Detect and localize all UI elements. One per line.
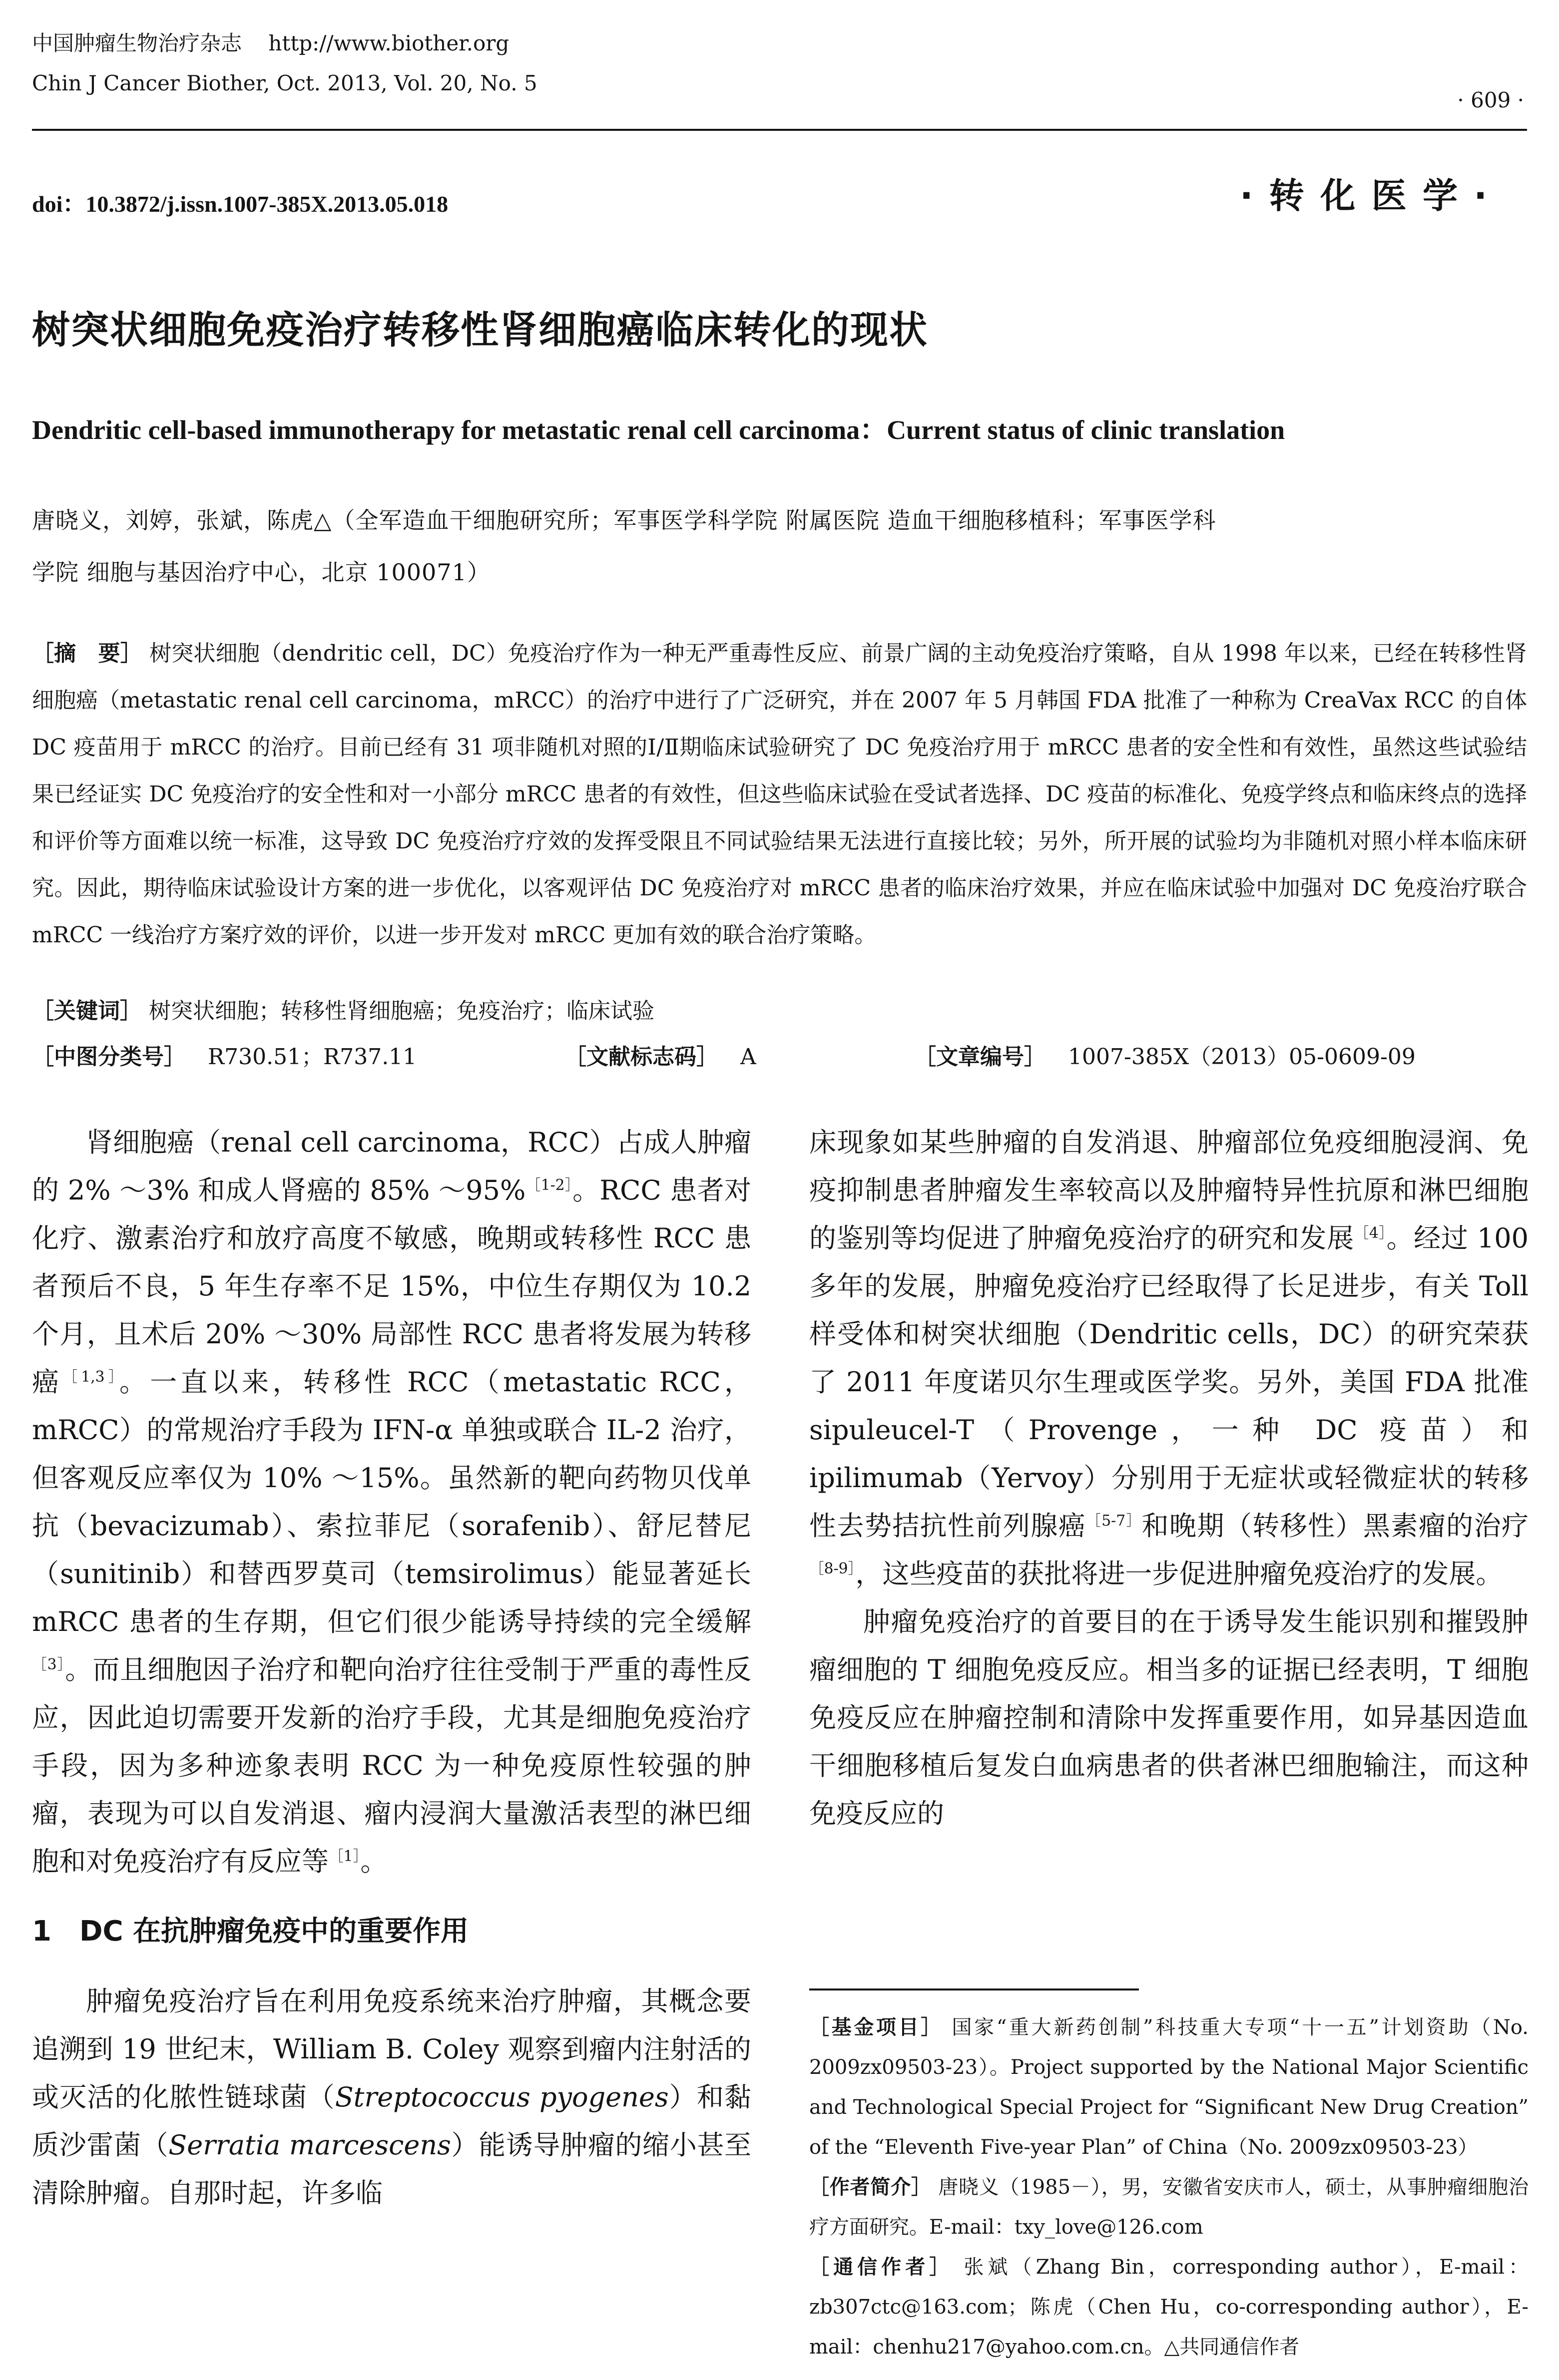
correspondence-label: ［通信作者］ (809, 2256, 954, 2279)
correspondence-text: 张斌（Zhang Bin，corresponding author），E-mail：zb307ctc@163.com；陈虎（Chen Hu，co-corresponding author），E-mail：chenhu217@yahoo.com.cn。△共同通信作者 (809, 2256, 1529, 2359)
running-header (32, 28, 537, 99)
article-number-value: 1007-385X（2013）05-0609-09 (1068, 1044, 1416, 1070)
abstract-label: ［摘 要］ (32, 641, 142, 666)
column-label: · 转 化 医 学 · (1239, 175, 1489, 216)
doc-code-value: A (740, 1044, 756, 1070)
funding-note (809, 2007, 1529, 2167)
journal-url: http://www.biother.org (268, 31, 510, 55)
doc-code-label: ［文献标志码］ (564, 1044, 718, 1070)
species-name: Streptococcus pyogenes (335, 2081, 669, 2113)
citation: ［1,3］ (62, 1368, 119, 1386)
left-column (32, 1119, 751, 2217)
citation: ［5-7］ (1086, 1512, 1142, 1530)
author-bio-label: ［作者简介］ (809, 2176, 932, 2199)
clc (32, 1039, 417, 1071)
authors-affiliation (32, 494, 1527, 598)
right-column (809, 1119, 1529, 1838)
journal-name-en: Chin J Cancer Biother, Oct. 2013, Vol. 20, No. 5 (32, 71, 537, 95)
author-bio-text: 唐晓义（1985－），男，安徽省安庆市人，硕士，从事肿瘤细胞治疗方面研究。E-mail：txy_love@126.com (809, 2176, 1529, 2239)
species-name: Serratia marcescens (168, 2129, 451, 2161)
clc-label: ［中图分类号］ (32, 1044, 186, 1070)
funding-label: ［基金项目］ (809, 2016, 944, 2039)
article-number (914, 1039, 1416, 1071)
page-number: · 609 · (1457, 88, 1524, 112)
author-bio-note (809, 2167, 1529, 2247)
title-en: Dendritic cell-based immunotherapy for metastatic renal cell carcinoma：Current status of clinic translation (32, 415, 1285, 445)
authors-line-1: 唐晓义，刘婷，张斌，陈虎△（全军造血干细胞研究所；军事医学科学院 附属医院 造血干细胞移植科；军事医学科 (32, 507, 1216, 534)
journal-name-cn: 中国肿瘤生物治疗杂志 (32, 31, 242, 55)
doc-code (564, 1039, 756, 1071)
keywords-text: 树突状细胞；转移性肾细胞癌；免疫治疗；临床试验 (149, 998, 654, 1024)
doi: doi：10.3872/j.issn.1007-385X.2013.05.018 (32, 191, 449, 217)
correspondence-note (809, 2247, 1529, 2367)
citation: ［4］ (1354, 1224, 1387, 1242)
section-heading-1: 1 DC 在抗肿瘤免疫中的重要作用 (32, 1915, 469, 1948)
footnote-rule (809, 1988, 1139, 1990)
keywords (32, 988, 1527, 1035)
continued-paragraph: 床现象如某些肿瘤的自发消退、肿瘤部位免疫细胞浸润、免疫抑制患者肿瘤发生率较高以及肿瘤特异性抗原和淋巴细胞的鉴别等均促进了肿瘤免疫治疗的研究和发展$^{[4]}$。经过 100 多年的发展，肿瘤免疫治疗已经取得了长足进步，有关 Toll 样受体和树突状细胞（Dendritic cells，DC）的研究荣获了 2011 年度诺贝尔生理或医学奖。另外，美国 FDA 批准 sipuleucel-T（Provenge，一种 DC 疫苗）和 ipilimumab（Yervoy）分别用于无症状或轻微症状的转移性去势拮抗性前列腺癌$^{[5-7]}$和晚期（转移性）黑素瘤的治疗$^{[8-9]}$，这些疫苗的获批将进一步促进肿瘤免疫治疗的发展。 (809, 1127, 1529, 1589)
t-cell-paragraph: 肿瘤免疫治疗的首要目的在于诱导发生能识别和摧毁肿瘤细胞的 T 细胞免疫反应。相当多的证据已经表明，T 细胞免疫反应在肿瘤控制和清除中发挥重要作用，如异基因造血干细胞移植后复发白血病患者的供者淋巴细胞输注，而这种免疫反应的 (809, 1606, 1529, 1829)
footnotes (809, 2007, 1529, 2367)
citation: ［8-9］ (809, 1560, 856, 1578)
article-number-label: ［文章编号］ (914, 1044, 1046, 1070)
citation: ［1-2］ (525, 1177, 573, 1194)
title-cn: 树突状细胞免疫治疗转移性肾细胞癌临床转化的现状 (32, 308, 928, 352)
intro-paragraph: 肾细胞癌（renal cell carcinoma，RCC）占成人肿瘤的 2% ～3% 和成人肾癌的 85% ～95%$^{[1-2]}$。RCC 患者对化疗、激素治疗和放疗高度不敏感，晚期或转移性 RCC 患者预后不良，5 年生存率不足 15%，中位生存期仅为 10.2 个月，且术后 20% ～30% 局部性 RCC 患者将发展为转移癌$^{[1,3]}$。一直以来，转移性 RCC（metastatic RCC，mRCC）的常规治疗手段为 IFN-α 单独或联合 IL-2 治疗，但客观反应率仅为 10% ～15%。虽然新的靶向药物贝伐单抗（bevacizumab）、索拉菲尼（sorafenib）、舒尼替尼（sunitinib）和替西罗莫司（temsirolimus）能显著延长 mRCC 患者的生存期，但它们很少能诱导持续的完全缓解$^{[3]}$。而且细胞因子治疗和靶向治疗往往受制于严重的毒性反应，因此迫切需要开发新的治疗手段，尤其是细胞免疫治疗手段，因为多种迹象表明 RCC 为一种免疫原性较强的肿瘤，表现为可以自发消退、瘤内浸润大量激活表型的淋巴细胞和对免疫治疗有反应等$^{[1]}$。 (32, 1127, 752, 1877)
authors-line-2: 学院 细胞与基因治疗中心，北京 100071） (32, 559, 491, 586)
journal-cn-line (32, 28, 537, 59)
section1-paragraph: 肿瘤免疫治疗旨在利用免疫系统来治疗肿瘤，其概念要追溯到 19 世纪末，William B. Coley 观察到瘤内注射活的或灭活的化脓性链球菌（Streptococcus pyogenes）和黏质沙雷菌（Serratia marcescens）能诱导肿瘤的缩小甚至清除肿瘤。自那时起，许多临 (32, 1985, 752, 2209)
clc-value: R730.51；R737.11 (208, 1044, 417, 1070)
funding-text: 国家“重大新药创制”科技重大专项“十一五”计划资助（No. 2009zx09503-23）。Project supported by the National Major Scientific and Technological Special Project for “Significant New Drug Creation” of the “Eleventh Five-year Plan” of China（No. 2009zx09503-23） (809, 2016, 1529, 2159)
citation: ［3］ (32, 1656, 65, 1673)
abstract-text: 树突状细胞（dendritic cell，DC）免疫治疗作为一种无严重毒性反应、前景广阔的主动免疫治疗策略，自从 1998 年以来，已经在转移性肾细胞癌（metastatic renal cell carcinoma，mRCC）的治疗中进行了广泛研究，并在 2007 年 5 月韩国 FDA 批准了一种称为 CreaVax RCC 的自体 DC 疫苗用于 mRCC 的治疗。目前已经有 31 项非随机对照的Ⅰ/Ⅱ期临床试验研究了 DC 免疫治疗用于 mRCC 患者的安全性和有效性，虽然这些试验结果已经证实 DC 免疫治疗的安全性和对一小部分 mRCC 患者的有效性，但这些临床试验在受试者选择、DC 疫苗的标准化、免疫学终点和临床终点的选择和评价等方面难以统一标准，这导致 DC 免疫治疗疗效的发挥受限且不同试验结果无法进行直接比较；另外，所开展的试验均为非随机对照小样本临床研究。因此，期待临床试验设计方案的进一步优化，以客观评估 DC 免疫治疗对 mRCC 患者的临床治疗效果，并应在临床试验中加强对 DC 免疫治疗联合 mRCC 一线治疗方案疗效的评价，以进一步开发对 mRCC 更加有效的联合治疗策略。 (32, 641, 1527, 948)
keywords-label: ［关键词］ (32, 998, 142, 1024)
citation: ［1］ (329, 1848, 361, 1865)
abstract (32, 630, 1527, 959)
header-rule (32, 129, 1527, 131)
